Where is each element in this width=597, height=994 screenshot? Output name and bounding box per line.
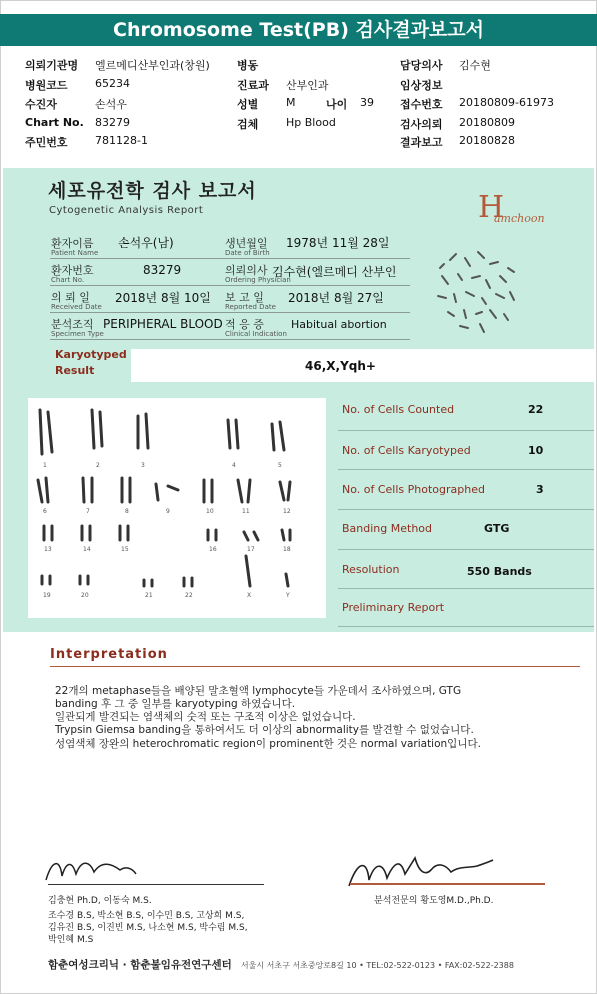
stat-value: 3 xyxy=(536,483,544,496)
info-label: 결과보고 xyxy=(400,136,443,149)
chromosome-number: 19 xyxy=(43,592,51,599)
metaphase-spread-image xyxy=(420,240,530,340)
field-divider xyxy=(50,312,410,313)
info-value: 83279 xyxy=(95,116,130,129)
field-sublabel: Ordering Physician xyxy=(225,276,291,284)
analysis-stats-panel xyxy=(328,390,594,626)
field-label: 환자이름 xyxy=(51,237,94,250)
stat-divider xyxy=(338,509,594,510)
info-value: Hp Blood xyxy=(286,116,336,129)
chromosome-number: 5 xyxy=(278,462,282,469)
info-label: 접수번호 xyxy=(400,98,443,111)
staff-line: 박인혜 M.S xyxy=(48,935,94,945)
info-value: 20180809 xyxy=(459,116,515,129)
field-sublabel: Specimen Type xyxy=(51,330,104,338)
chromosome-number: 9 xyxy=(166,508,170,515)
staff-line: 조수경 B.S, 박소현 B.S, 이수민 B.S, 고상희 M.S, xyxy=(48,911,245,921)
chromosome-number: 14 xyxy=(83,546,91,553)
chromosome-number: 13 xyxy=(44,546,52,553)
interpretation-title: Interpretation xyxy=(50,647,168,662)
interpretation-line: Trypsin Giemsa banding을 통하여서도 더 이상의 abnormality를 발견할 수 없었습니다. xyxy=(55,724,474,736)
info-value: 39 xyxy=(360,96,374,109)
physician-value: 김수현(엘르메디 산부인 xyxy=(272,265,397,279)
signatory-left: 김충현 Ph.D, 이동숙 M.S. xyxy=(48,896,152,906)
info-label: 병동 xyxy=(237,59,259,72)
signature-line-left xyxy=(48,884,264,885)
chromosome-number: 16 xyxy=(209,546,217,553)
field-label: 적 응 증 xyxy=(225,318,264,331)
chromosome-number: 3 xyxy=(141,462,145,469)
karyotype-result-value: 46,X,Yqh+ xyxy=(305,359,376,373)
chromosome-number: 12 xyxy=(283,508,291,515)
interpretation-line: 일관되게 발견되는 염색체의 숫적 또는 구조적 이상은 없었습니다. xyxy=(55,711,356,723)
info-label: 진료과 xyxy=(237,79,269,92)
interpretation-line: 성염색체 장완의 heterochromatic region이 prominent한 것은 normal variation입니다. xyxy=(55,738,481,750)
staff-line: 김유진 B.S, 이진빈 M.S, 나소현 M.S, 박수림 M.S, xyxy=(48,923,248,933)
info-label: 성별 xyxy=(237,98,259,111)
info-label: 주민번호 xyxy=(25,136,68,149)
info-label: 나이 xyxy=(326,98,348,111)
interpretation-divider xyxy=(50,666,580,667)
footer-address: 서울시 서초구 서초중앙로8길 10 • TEL:02-522-0123 • FAX:02-522-2388 xyxy=(240,961,514,970)
field-label: 환자번호 xyxy=(51,264,94,277)
chromosome-number: 8 xyxy=(125,508,129,515)
field-label: 의뢰의사 xyxy=(225,264,268,277)
karyogram-image xyxy=(28,398,326,618)
report-header: Chromosome Test(PB) 검사결과보고서 xyxy=(0,14,597,46)
stat-label: No. of Cells Photographed xyxy=(342,483,485,496)
chromosome-number: 10 xyxy=(206,508,214,515)
info-label: 검체 xyxy=(237,118,259,131)
info-value: 손석우 xyxy=(95,98,127,111)
info-label: 검사의뢰 xyxy=(400,118,443,131)
chromosome-number: 18 xyxy=(283,546,291,553)
indication-value: Habitual abortion xyxy=(291,318,387,331)
field-label: 분석조직 xyxy=(51,318,94,331)
field-divider xyxy=(50,258,410,259)
interpretation-line: banding 후 그 중 일부를 karyotyping 하였습니다. xyxy=(55,698,296,710)
stat-value: 550 Bands xyxy=(467,565,532,578)
info-value: 20180809-61973 xyxy=(459,96,554,109)
field-divider xyxy=(50,285,410,286)
chromosome-number: 15 xyxy=(121,546,129,553)
interpretation-line: 22개의 metaphase들을 배양된 말초혈액 lymphocyte들 가운데서 조사하였으며, GTG xyxy=(55,685,462,697)
report-subtitle: Cytogenetic Analysis Report xyxy=(49,205,204,216)
stat-value: GTG xyxy=(484,522,510,535)
stat-value: 22 xyxy=(528,403,544,416)
info-value: 김수현 xyxy=(459,59,491,72)
field-sublabel: Received Date xyxy=(51,303,102,311)
chromosome-number: X xyxy=(247,592,252,599)
patient-name-value: 손석우(남) xyxy=(118,236,174,250)
info-value: 65234 xyxy=(95,77,130,90)
stat-divider xyxy=(338,469,594,470)
stat-label: Resolution xyxy=(342,563,400,576)
chromosome-number: 21 xyxy=(145,592,153,599)
info-value: 20180828 xyxy=(459,134,515,147)
signature-line-right xyxy=(350,883,545,885)
info-label: 의뢰기관명 xyxy=(25,59,79,72)
field-label: 생년월일 xyxy=(225,237,268,250)
stat-label: Preliminary Report xyxy=(342,601,445,614)
stat-divider xyxy=(338,626,594,627)
signatory-right: 분석전문의 황도영M.D.,Ph.D. xyxy=(374,896,494,906)
info-label: 임상정보 xyxy=(400,79,443,92)
dob-value: 1978년 11월 28일 xyxy=(286,236,390,250)
stat-label: Banding Method xyxy=(342,522,433,535)
chromosome-number: 6 xyxy=(43,508,47,515)
karyotyped-result-label xyxy=(55,347,127,379)
field-divider xyxy=(50,339,410,340)
field-label: 의 뢰 일 xyxy=(51,291,90,304)
signature-right xyxy=(345,852,495,894)
stat-divider xyxy=(338,430,594,431)
specimen-value: PERIPHERAL BLOOD xyxy=(103,317,223,331)
chromosome-number: 11 xyxy=(242,508,250,515)
hamchoon-logo xyxy=(478,190,548,232)
field-label: 보 고 일 xyxy=(225,291,264,304)
logo-mark-icon: H xyxy=(478,190,505,225)
chart-no-value: 83279 xyxy=(143,263,182,277)
chromosome-number: 2 xyxy=(96,462,100,469)
info-institution xyxy=(25,57,78,73)
karyotyped-label-line2: Result xyxy=(55,364,95,377)
logo-text: amchoon xyxy=(494,212,545,225)
info-label: Chart No. xyxy=(25,116,84,129)
chromosome-number: 7 xyxy=(86,508,90,515)
field-sublabel: Reported Date xyxy=(225,303,276,311)
footer xyxy=(48,957,514,972)
info-label: 수진자 xyxy=(25,98,57,111)
info-value: M xyxy=(286,96,296,109)
karyotyped-label-line1: Karyotyped xyxy=(55,348,127,361)
info-value: 산부인과 xyxy=(286,79,329,92)
stat-label: No. of Cells Karyotyped xyxy=(342,444,471,457)
field-sublabel: Date of Birth xyxy=(225,249,270,257)
report-title: 세포유전학 검사 보고서 xyxy=(48,180,257,202)
stat-divider xyxy=(338,549,594,550)
info-value: 781128-1 xyxy=(95,134,148,147)
chromosome-number: 20 xyxy=(81,592,89,599)
stat-label: No. of Cells Counted xyxy=(342,403,455,416)
field-sublabel: Patient Name xyxy=(51,249,99,257)
info-label: 병원코드 xyxy=(25,79,68,92)
chromosome-number: Y xyxy=(286,592,290,599)
chromosome-number: 1 xyxy=(43,462,47,469)
chromosome-number: 22 xyxy=(185,592,193,599)
field-sublabel: Clinical Indication xyxy=(225,330,287,338)
received-date-value: 2018년 8월 10일 xyxy=(115,291,211,305)
field-sublabel: Chart No. xyxy=(51,276,85,284)
footer-org-name: 함춘여성크리닉 · 함춘불임유전연구센터 xyxy=(48,959,232,971)
chromosome-number: 4 xyxy=(232,462,236,469)
reported-date-value: 2018년 8월 27일 xyxy=(288,291,384,305)
chromosome-number: 17 xyxy=(247,546,255,553)
info-label: 담당의사 xyxy=(400,59,443,72)
stat-divider xyxy=(338,588,594,589)
info-value: 엘르메디산부인과(창원) xyxy=(95,59,210,72)
chromosome-numbers xyxy=(28,398,326,618)
stat-value: 10 xyxy=(528,444,544,457)
